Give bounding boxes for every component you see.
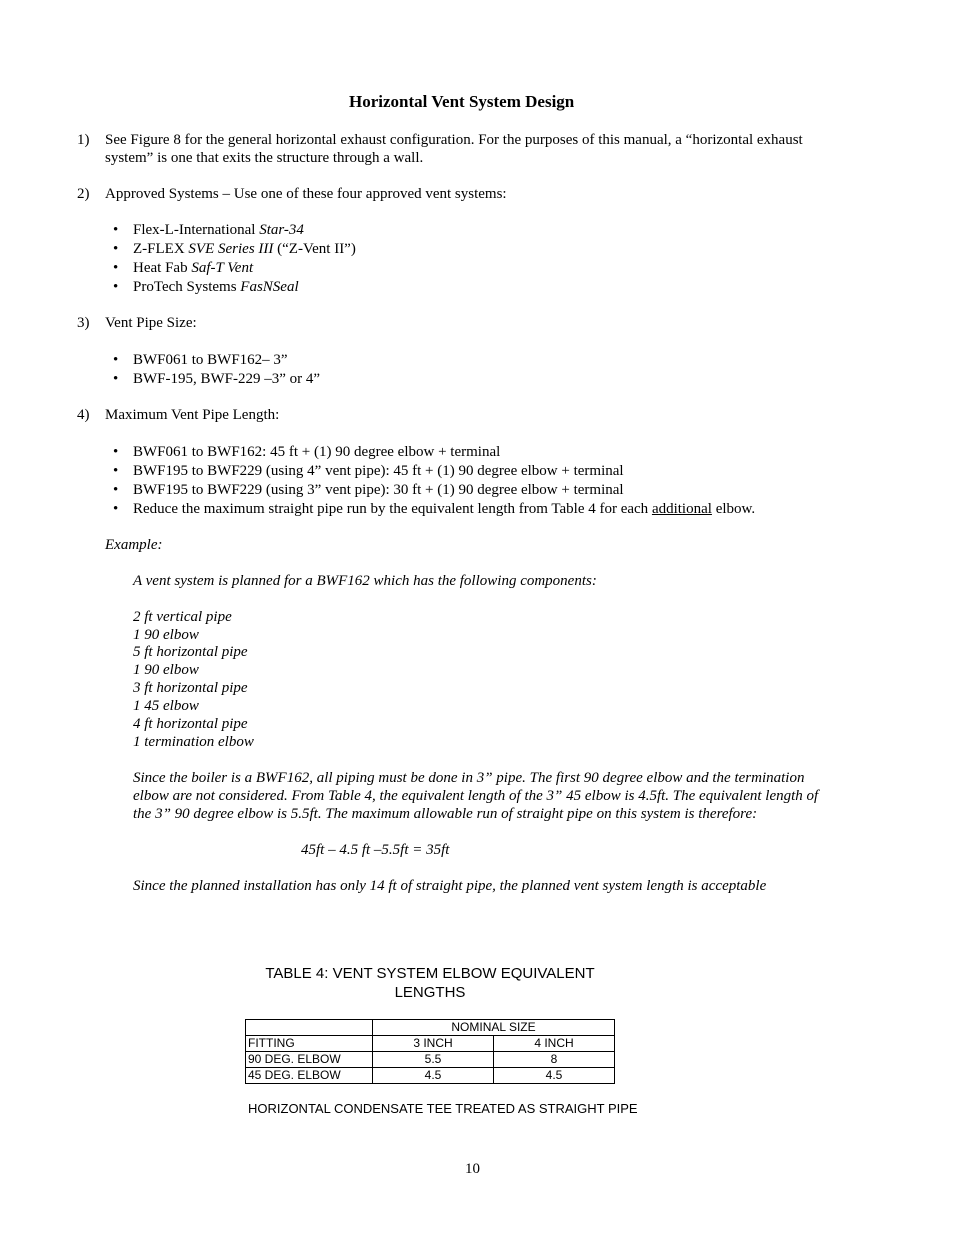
- table-note: HORIZONTAL CONDENSATE TEE TREATED AS STRAIGHT PIPE: [248, 1101, 638, 1116]
- list-item-text: Z-FLEX: [133, 241, 189, 257]
- column-header: 4 INCH: [494, 1036, 615, 1052]
- component-item: 3 ft horizontal pipe: [133, 680, 248, 696]
- component-item: 2 ft vertical pipe: [133, 609, 232, 625]
- item-2-text: Approved Systems – Use one of these four approved vent systems:: [105, 186, 507, 202]
- item-1-number: 1): [77, 132, 90, 148]
- list-item-text: Heat Fab: [133, 260, 192, 276]
- item-1-line-2: system” is one that exits the structure through a wall.: [105, 150, 424, 166]
- item-4-number: 4): [77, 407, 90, 423]
- example-intro: A vent system is planned for a BWF162 which has the following components:: [133, 573, 597, 589]
- list-item-text: Reduce the maximum straight pipe run by the equivalent length from Table 4 for each: [133, 501, 652, 517]
- table-row: [246, 1068, 615, 1084]
- list-item-suffix: (“Z-Vent II”): [273, 241, 356, 257]
- list-item-product: FasNSeal: [240, 279, 299, 295]
- table-cell-empty: [246, 1020, 373, 1036]
- page-heading: Horizontal Vent System Design: [349, 92, 575, 111]
- value-cell: 4.5: [373, 1068, 494, 1084]
- item-2-number: 2): [77, 186, 90, 202]
- example-label: Example:: [105, 537, 163, 553]
- list-item-product: Saf-T Vent: [191, 260, 254, 276]
- component-item: 4 ft horizontal pipe: [133, 716, 248, 732]
- bullet-icon: •: [113, 482, 119, 498]
- column-header-fitting: FITTING: [246, 1036, 373, 1052]
- value-cell: 4.5: [494, 1068, 615, 1084]
- list-item-text: BWF061 to BWF162: 45 ft + (1) 90 degree elbow + terminal: [133, 444, 501, 460]
- bullet-icon: •: [113, 352, 119, 368]
- bullet-icon: •: [113, 222, 119, 238]
- explanation-line-3: the 3” 90 degree elbow is 5.5ft. The maximum allowable run of straight pipe on this system is therefore:: [133, 806, 758, 822]
- table-row: [246, 1036, 615, 1052]
- bullet-icon: •: [113, 260, 119, 276]
- column-header: 3 INCH: [373, 1036, 494, 1052]
- bullet-icon: •: [113, 241, 119, 257]
- value-cell: 5.5: [373, 1052, 494, 1068]
- item-3-text: Vent Pipe Size:: [105, 315, 197, 331]
- group-header: NOMINAL SIZE: [373, 1020, 615, 1036]
- table-row: [246, 1052, 615, 1068]
- page-number: 10: [465, 1161, 480, 1177]
- item-1-line-1: See Figure 8 for the general horizontal exhaust configuration. For the purposes of this manual, a “horizontal exhaust: [105, 132, 803, 148]
- list-item-text: BWF-195, BWF-229 –3” or 4”: [133, 371, 321, 387]
- bullet-icon: •: [113, 371, 119, 387]
- explanation-line-1: Since the boiler is a BWF162, all piping must be done in 3” pipe. The first 90 degree elbow and the termination: [133, 770, 805, 786]
- component-item: 1 45 elbow: [133, 698, 199, 714]
- explanation-line-2: elbow are not considered. From Table 4, the equivalent length of the 3” 45 elbow is 4.5ft. The equivalent length of: [133, 788, 819, 804]
- value-cell: 8: [494, 1052, 615, 1068]
- bullet-icon: •: [113, 501, 119, 517]
- list-item-suffix: elbow.: [711, 501, 756, 517]
- table-title-line-2: LENGTHS: [394, 984, 466, 1001]
- conclusion: Since the planned installation has only 14 ft of straight pipe, the planned vent system length is acceptable: [133, 878, 767, 894]
- bullet-icon: •: [113, 463, 119, 479]
- component-item: 1 90 elbow: [133, 627, 199, 643]
- underlined-word: additional: [651, 501, 712, 517]
- equation: 45ft – 4.5 ft –5.5ft = 35ft: [301, 842, 450, 858]
- component-item: 5 ft horizontal pipe: [133, 644, 248, 660]
- item-3-number: 3): [77, 315, 90, 331]
- bullet-icon: •: [113, 279, 119, 295]
- list-item-product: Star-34: [259, 222, 304, 238]
- table-title-line-1: TABLE 4: VENT SYSTEM ELBOW EQUIVALENT: [265, 965, 595, 982]
- fitting-cell: 45 DEG. ELBOW: [246, 1068, 373, 1084]
- list-item-text: BWF195 to BWF229 (using 4” vent pipe): 45 ft + (1) 90 degree elbow + terminal: [133, 463, 624, 479]
- elbow-equivalent-table: [245, 1019, 615, 1084]
- item-4-text: Maximum Vent Pipe Length:: [105, 407, 280, 423]
- list-item-text: BWF195 to BWF229 (using 3” vent pipe): 30 ft + (1) 90 degree elbow + terminal: [133, 482, 624, 498]
- list-item-product: SVE Series III: [188, 241, 274, 257]
- list-item-text: ProTech Systems: [133, 279, 241, 295]
- component-item: 1 termination elbow: [133, 734, 254, 750]
- component-item: 1 90 elbow: [133, 662, 199, 678]
- table-row: [246, 1020, 615, 1036]
- list-item-text: Flex-L-International: [133, 222, 260, 238]
- bullet-icon: •: [113, 444, 119, 460]
- list-item-text: BWF061 to BWF162– 3”: [133, 352, 288, 368]
- fitting-cell: 90 DEG. ELBOW: [246, 1052, 373, 1068]
